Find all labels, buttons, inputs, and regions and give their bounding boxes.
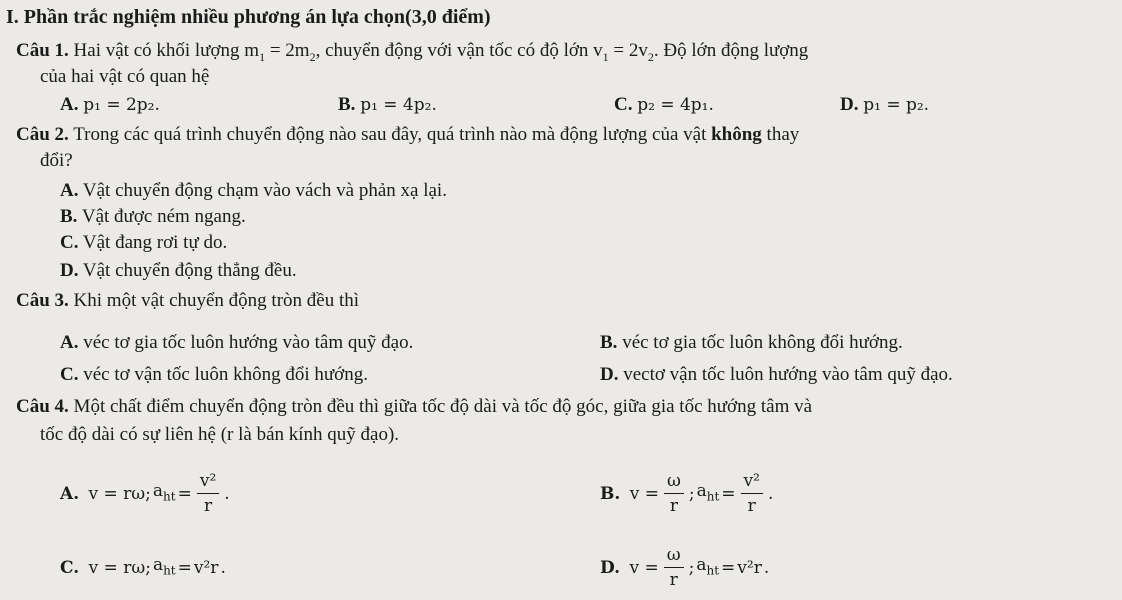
question-2: Câu 2. Trong các quá trình chuyển động nào sau đây, quá trình nào mà động lượng của vật không thay xyxy=(16,124,800,145)
fraction: $\frac{\text{v²}}{r}$ xyxy=(741,469,763,518)
q1-option-a[interactable]: A. p₁ = 2p₂. xyxy=(60,94,160,115)
question-1-text-cont: của hai vật có quan hệ xyxy=(40,66,210,87)
q4-option-c[interactable]: C. v = rω; $a_{ht}$ = v²r . xyxy=(60,555,226,578)
question-1 xyxy=(16,40,808,68)
question-3: Câu 3. Khi một vật chuyển động tròn đều thì xyxy=(16,290,360,311)
question-2-label: Câu 2. xyxy=(16,124,69,145)
q2-option-a[interactable]: A. Vật chuyển động chạm vào vách và phản xạ lại. xyxy=(60,180,447,201)
fraction: $\frac{\text{v²}}{r}$ xyxy=(197,469,219,518)
q1-option-b[interactable]: B. p₁ = 4p₂. xyxy=(338,94,437,115)
q4-option-b[interactable]: B. v = $\frac{\omega}{r}$ ; $a_{ht}$ = $\frac{\text{v²}}{r}$ . xyxy=(600,471,774,517)
q3-option-a[interactable]: A. véc tơ gia tốc luôn hướng vào tâm quỹ đạo. xyxy=(60,332,414,353)
q2-option-b[interactable]: B. Vật được ném ngang. xyxy=(60,206,246,227)
q2-option-d[interactable]: D. Vật chuyển động thẳng đều. xyxy=(60,260,297,281)
q4-option-d[interactable]: D. v = $\frac{\omega}{r}$ ; $a_{ht}$ = v²r . xyxy=(600,545,770,591)
question-1-label: Câu 1. xyxy=(16,40,69,61)
q3-option-b[interactable]: B. véc tơ gia tốc luôn không đổi hướng. xyxy=(600,332,903,353)
question-3-label: Câu 3. xyxy=(16,290,69,311)
q1-option-d[interactable]: D. p₁ = p₂. xyxy=(840,94,930,115)
q3-option-d[interactable]: D. vectơ vận tốc luôn hướng vào tâm quỹ đạo. xyxy=(600,364,953,385)
q3-option-c[interactable]: C. véc tơ vận tốc luôn không đổi hướng. xyxy=(60,364,368,385)
q4-option-a[interactable]: A. v = rω; $a_{ht}$ = $\frac{\text{v²}}{r}$ . xyxy=(60,471,230,517)
question-2-text-cont: đổi? xyxy=(40,150,73,171)
q1-option-c[interactable]: C. p₂ = 4p₁. xyxy=(614,94,714,115)
fraction: $\frac{\omega}{r}$ xyxy=(664,469,684,518)
fraction: $\frac{\omega}{r}$ xyxy=(664,543,684,592)
question-1-text: Hai vật có khối lượng $m_1 = 2m_2$, chuyển động với vận tốc có độ lớn $v_1 = 2v_2$. Độ lớn động lượng xyxy=(73,40,809,64)
question-4: Câu 4. Một chất điểm chuyển động tròn đều thì giữa tốc độ dài và tốc độ góc, giữa gia tốc hướng tâm và xyxy=(16,396,813,417)
question-4-label: Câu 4. xyxy=(16,396,69,417)
question-4-text-cont: tốc độ dài có sự liên hệ (r là bán kính quỹ đạo). xyxy=(40,424,400,445)
section-title: I. Phần trắc nghiệm nhiều phương án lựa chọn(3,0 điểm) xyxy=(6,6,491,28)
q2-option-c[interactable]: C. Vật đang rơi tự do. xyxy=(60,232,228,253)
